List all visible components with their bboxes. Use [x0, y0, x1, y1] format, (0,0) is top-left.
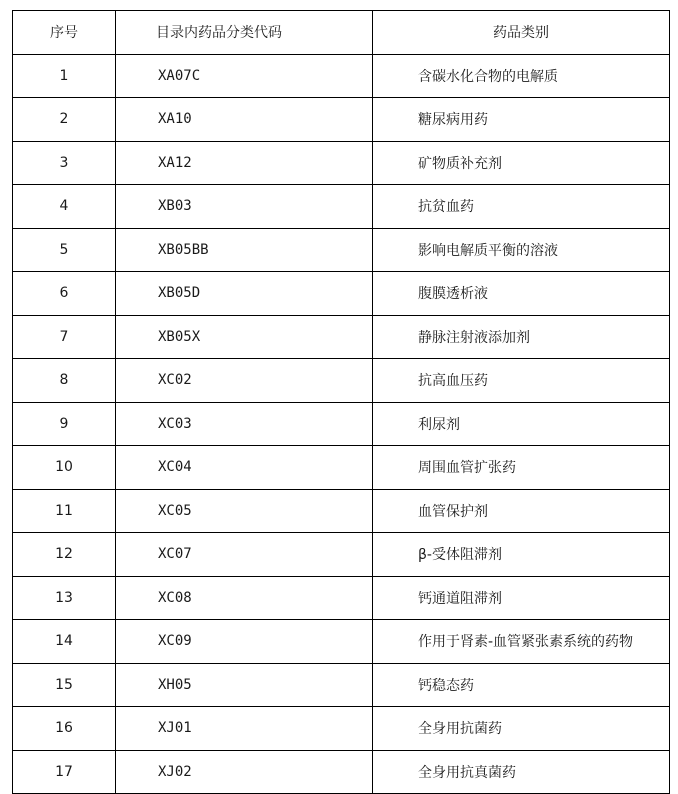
row-index-cell: 17 [13, 750, 116, 794]
row-category-cell: 钙通道阻滞剂 [373, 576, 670, 620]
row-index-cell: 7 [13, 315, 116, 359]
drug-code-text: XA12 [158, 154, 192, 171]
drug-code-text: XC07 [158, 546, 192, 563]
row-category-cell: 钙稳态药 [373, 663, 670, 707]
row-code-cell [116, 489, 373, 533]
table-row [13, 359, 670, 403]
drug-code-text: XC04 [158, 459, 192, 476]
row-index-cell: 13 [13, 576, 116, 620]
table-header [13, 11, 670, 55]
row-category-cell: 静脉注射液添加剂 [373, 315, 670, 359]
drug-code-text: XB05X [158, 328, 201, 345]
drug-code-text: XA07C [158, 67, 201, 84]
row-category-cell: 周围血管扩张药 [373, 446, 670, 490]
row-category-cell: 糖尿病用药 [373, 98, 670, 142]
row-category-cell: 全身用抗真菌药 [373, 750, 670, 794]
table-row [13, 315, 670, 359]
row-code-cell [116, 228, 373, 272]
drug-code-text: XC09 [158, 633, 192, 650]
drug-code-text: XC05 [158, 502, 192, 519]
drug-category-table [12, 10, 670, 794]
drug-code-text: XB03 [158, 198, 192, 215]
row-index-cell: 12 [13, 533, 116, 577]
table-row [13, 620, 670, 664]
row-index-cell: 9 [13, 402, 116, 446]
row-category-cell: 血管保护剂 [373, 489, 670, 533]
table-row [13, 446, 670, 490]
row-code-cell [116, 576, 373, 620]
row-index-cell: 10 [13, 446, 116, 490]
row-code-cell [116, 707, 373, 751]
row-code-cell [116, 272, 373, 316]
row-category-cell: 作用于肾素-血管紧张素系统的药物 [373, 620, 670, 664]
drug-code-text: XJ02 [158, 763, 192, 780]
row-code-cell [116, 750, 373, 794]
drug-code-text: XJ01 [158, 720, 192, 737]
row-index-cell: 6 [13, 272, 116, 316]
header-code: 目录内药品分类代码 [116, 11, 373, 55]
header-row [13, 11, 670, 55]
drug-code-text: XB05BB [158, 241, 209, 258]
row-code-cell [116, 141, 373, 185]
row-code-cell [116, 533, 373, 577]
row-category-cell: 全身用抗菌药 [373, 707, 670, 751]
row-index-cell: 3 [13, 141, 116, 185]
row-index-cell: 1 [13, 54, 116, 98]
row-code-cell [116, 402, 373, 446]
row-index-cell: 14 [13, 620, 116, 664]
row-code-cell [116, 315, 373, 359]
row-code-cell [116, 446, 373, 490]
row-index-cell: 5 [13, 228, 116, 272]
drug-code-text: XA10 [158, 111, 192, 128]
row-category-cell: 影响电解质平衡的溶液 [373, 228, 670, 272]
row-index-cell: 2 [13, 98, 116, 142]
row-category-cell: 矿物质补充剂 [373, 141, 670, 185]
row-code-cell [116, 663, 373, 707]
row-code-cell [116, 620, 373, 664]
table-row [13, 533, 670, 577]
table-row [13, 707, 670, 751]
row-index-cell: 4 [13, 185, 116, 229]
row-index-cell: 11 [13, 489, 116, 533]
table-body [13, 54, 670, 794]
row-index-cell: 16 [13, 707, 116, 751]
table-row [13, 663, 670, 707]
row-category-cell: 含碳水化合物的电解质 [373, 54, 670, 98]
row-category-cell: 利尿剂 [373, 402, 670, 446]
header-category: 药品类别 [373, 11, 670, 55]
drug-code-text: XC03 [158, 415, 192, 432]
drug-code-text: XC02 [158, 372, 192, 389]
table-row [13, 98, 670, 142]
row-code-cell [116, 98, 373, 142]
table-row [13, 750, 670, 794]
table-row [13, 141, 670, 185]
row-category-cell: 抗高血压药 [373, 359, 670, 403]
row-code-cell [116, 54, 373, 98]
row-category-cell: β-受体阻滞剂 [373, 533, 670, 577]
table-row [13, 272, 670, 316]
table-row [13, 228, 670, 272]
row-index-cell: 15 [13, 663, 116, 707]
table-row [13, 489, 670, 533]
row-code-cell [116, 185, 373, 229]
drug-code-text: XH05 [158, 676, 192, 693]
row-category-cell: 腹膜透析液 [373, 272, 670, 316]
row-code-cell [116, 359, 373, 403]
row-category-cell: 抗贫血药 [373, 185, 670, 229]
header-index: 序号 [13, 11, 116, 55]
table-row [13, 185, 670, 229]
drug-code-text: XB05D [158, 285, 201, 302]
table-row [13, 54, 670, 98]
table-row [13, 402, 670, 446]
table-row [13, 576, 670, 620]
row-index-cell: 8 [13, 359, 116, 403]
drug-code-text: XC08 [158, 589, 192, 606]
